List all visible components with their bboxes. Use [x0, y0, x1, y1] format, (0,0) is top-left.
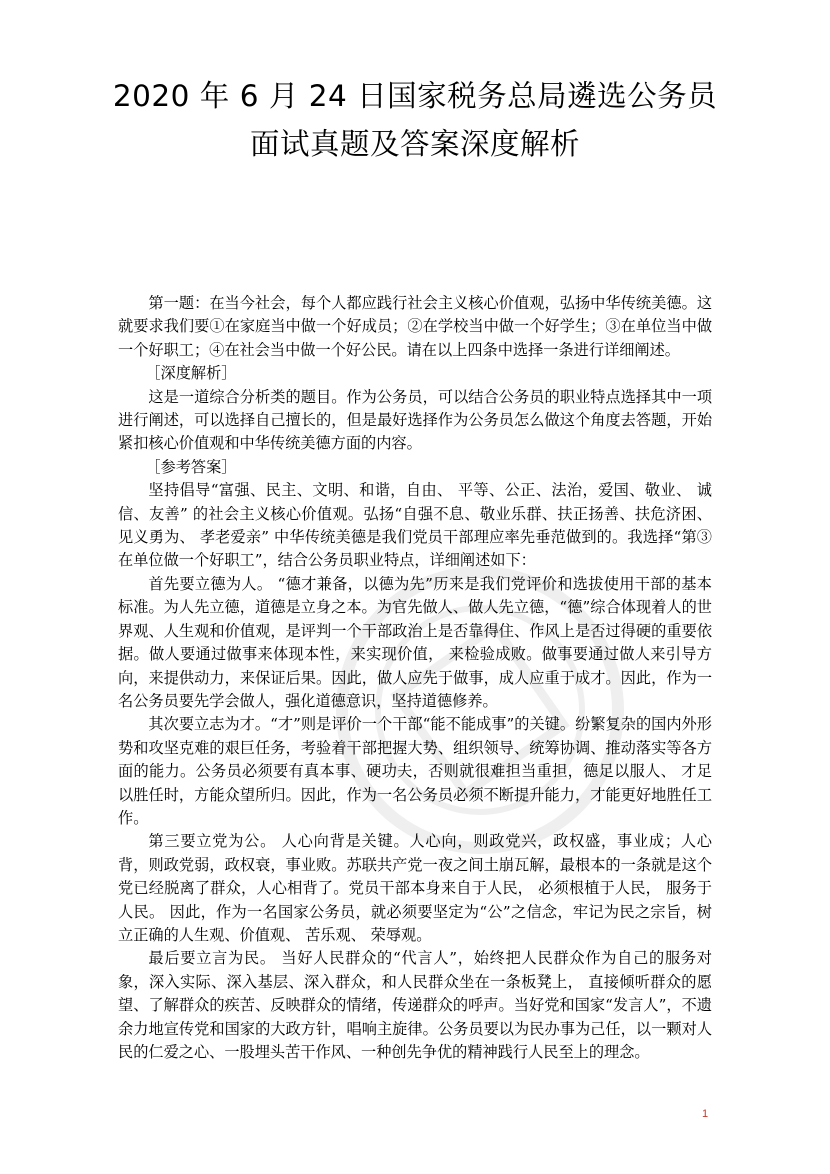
title-line-1: 2020 年 6 月 24 日国家税务总局遴选公务员: [112, 79, 718, 113]
analysis-paragraph: 这是一道综合分析类的题目。作为公务员，可以结合公务员的职业特点选择其中一项进行阐述，可以选择自己擅长的，但是最好选择作为公务员怎么做这个角度去答题，开始紧扣核心价值观和中华传统美德方面的内容。: [118, 387, 712, 453]
answer-point-3: 第三要立党为公。 人心向背是关键。人心向，则政党兴，政权盛，事业成；人心背，则政党弱，政权衰，事业败。苏联共产党一夜之间土崩瓦解，最根本的一条就是这个党已经脱离了群众，人心相背了。党员干部本身来自于人民， 必须根植于人民， 服务于人民。 因此，作为一名国家公务员，就必须要坚定为“公”之信念，牢记为民之宗旨，树立正确的人生观、价值观、 苦乐观、 荣辱观。: [118, 832, 712, 944]
answer-point-4: 最后要立言为民。 当好人民群众的“代言人”，始终把人民群众作为自己的服务对象，深入实际、深入基层、深入群众，和人民群众坐在一条板凳上， 直接倾听群众的愿望、了解群众的疾苦、反映群众的情绪，传递群众的呼声。当好党和国家“发言人”，不遗余力地宣传党和国家的大政方针，唱响主旋律。公务员要以为民办事为己任，以一颗对人民的仁爱之心、一股埋头苦干作风、一种创先争优的精神践行人民至上的理念。: [118, 949, 712, 1061]
answer-point-2: 其次要立志为才。“才”则是评价一个干部“能不能成事”的关键。纷繁复杂的国内外形势和攻坚克难的艰巨任务，考验着干部把握大势、组织领导、统筹协调、推动落实等各方面的能力。公务员必须要有真本事、硬功夫，否则就很难担当重担，德足以服人、 才足以胜任时，方能众望所归。因此，作为一名公务员必须不断提升能力，才能更好地胜任工作。: [118, 715, 712, 827]
title-line-2: 面试真题及答案深度解析: [249, 127, 580, 161]
page-number: 1: [702, 1108, 709, 1120]
answer-heading: ［参考答案］: [145, 457, 237, 476]
analysis-heading: ［深度解析］: [145, 364, 237, 383]
answer-intro-paragraph: 坚持倡导“富强、民主、文明、和谐，自由、 平等、公正、法治，爱国、敬业、 诚信、友善” 的社会主义核心价值观。弘扬“自强不息、敬业乐群、扶正扬善、扶危济困、见义勇为、 孝老爱亲” 中华传统美德是我们党员干部理应率先垂范做到的。我选择“第③在单位做一个好职工”，结合公务员职业特点，详细阐述如下：: [118, 481, 712, 570]
question-paragraph: 第一题：在当今社会，每个人都应践行社会主义核心价值观，弘扬中华传统美德。这就要求我们要①在家庭当中做一个好成员；②在学校当中做一个好学生；③在单位当中做一个好职工；④在社会当中做一个好公民。请在以上四条中选择一条进行详细阐述。: [118, 294, 712, 359]
answer-point-1: 首先要立德为人。 “德才兼备，以德为先”历来是我们党评价和选拔使用干部的基本标准。为人先立德，道德是立身之本。为官先做人、做人先立德，“德”综合体现着人的世界观、人生观和价值观，是评判一个干部政治上是否靠得住、作风上是否过得硬的重要依据。做人要通过做事来体现本性，来实现价值， 来检验成败。做事要通过做人来引导方向，来提供动力，来保证后果。因此，做人应先于做事，成人应重于成才。因此，作为一名公务员要先学会做人，强化道德意识，坚持道德修养。: [118, 574, 712, 710]
document-title: [80, 72, 750, 168]
document-body: [118, 292, 712, 1064]
